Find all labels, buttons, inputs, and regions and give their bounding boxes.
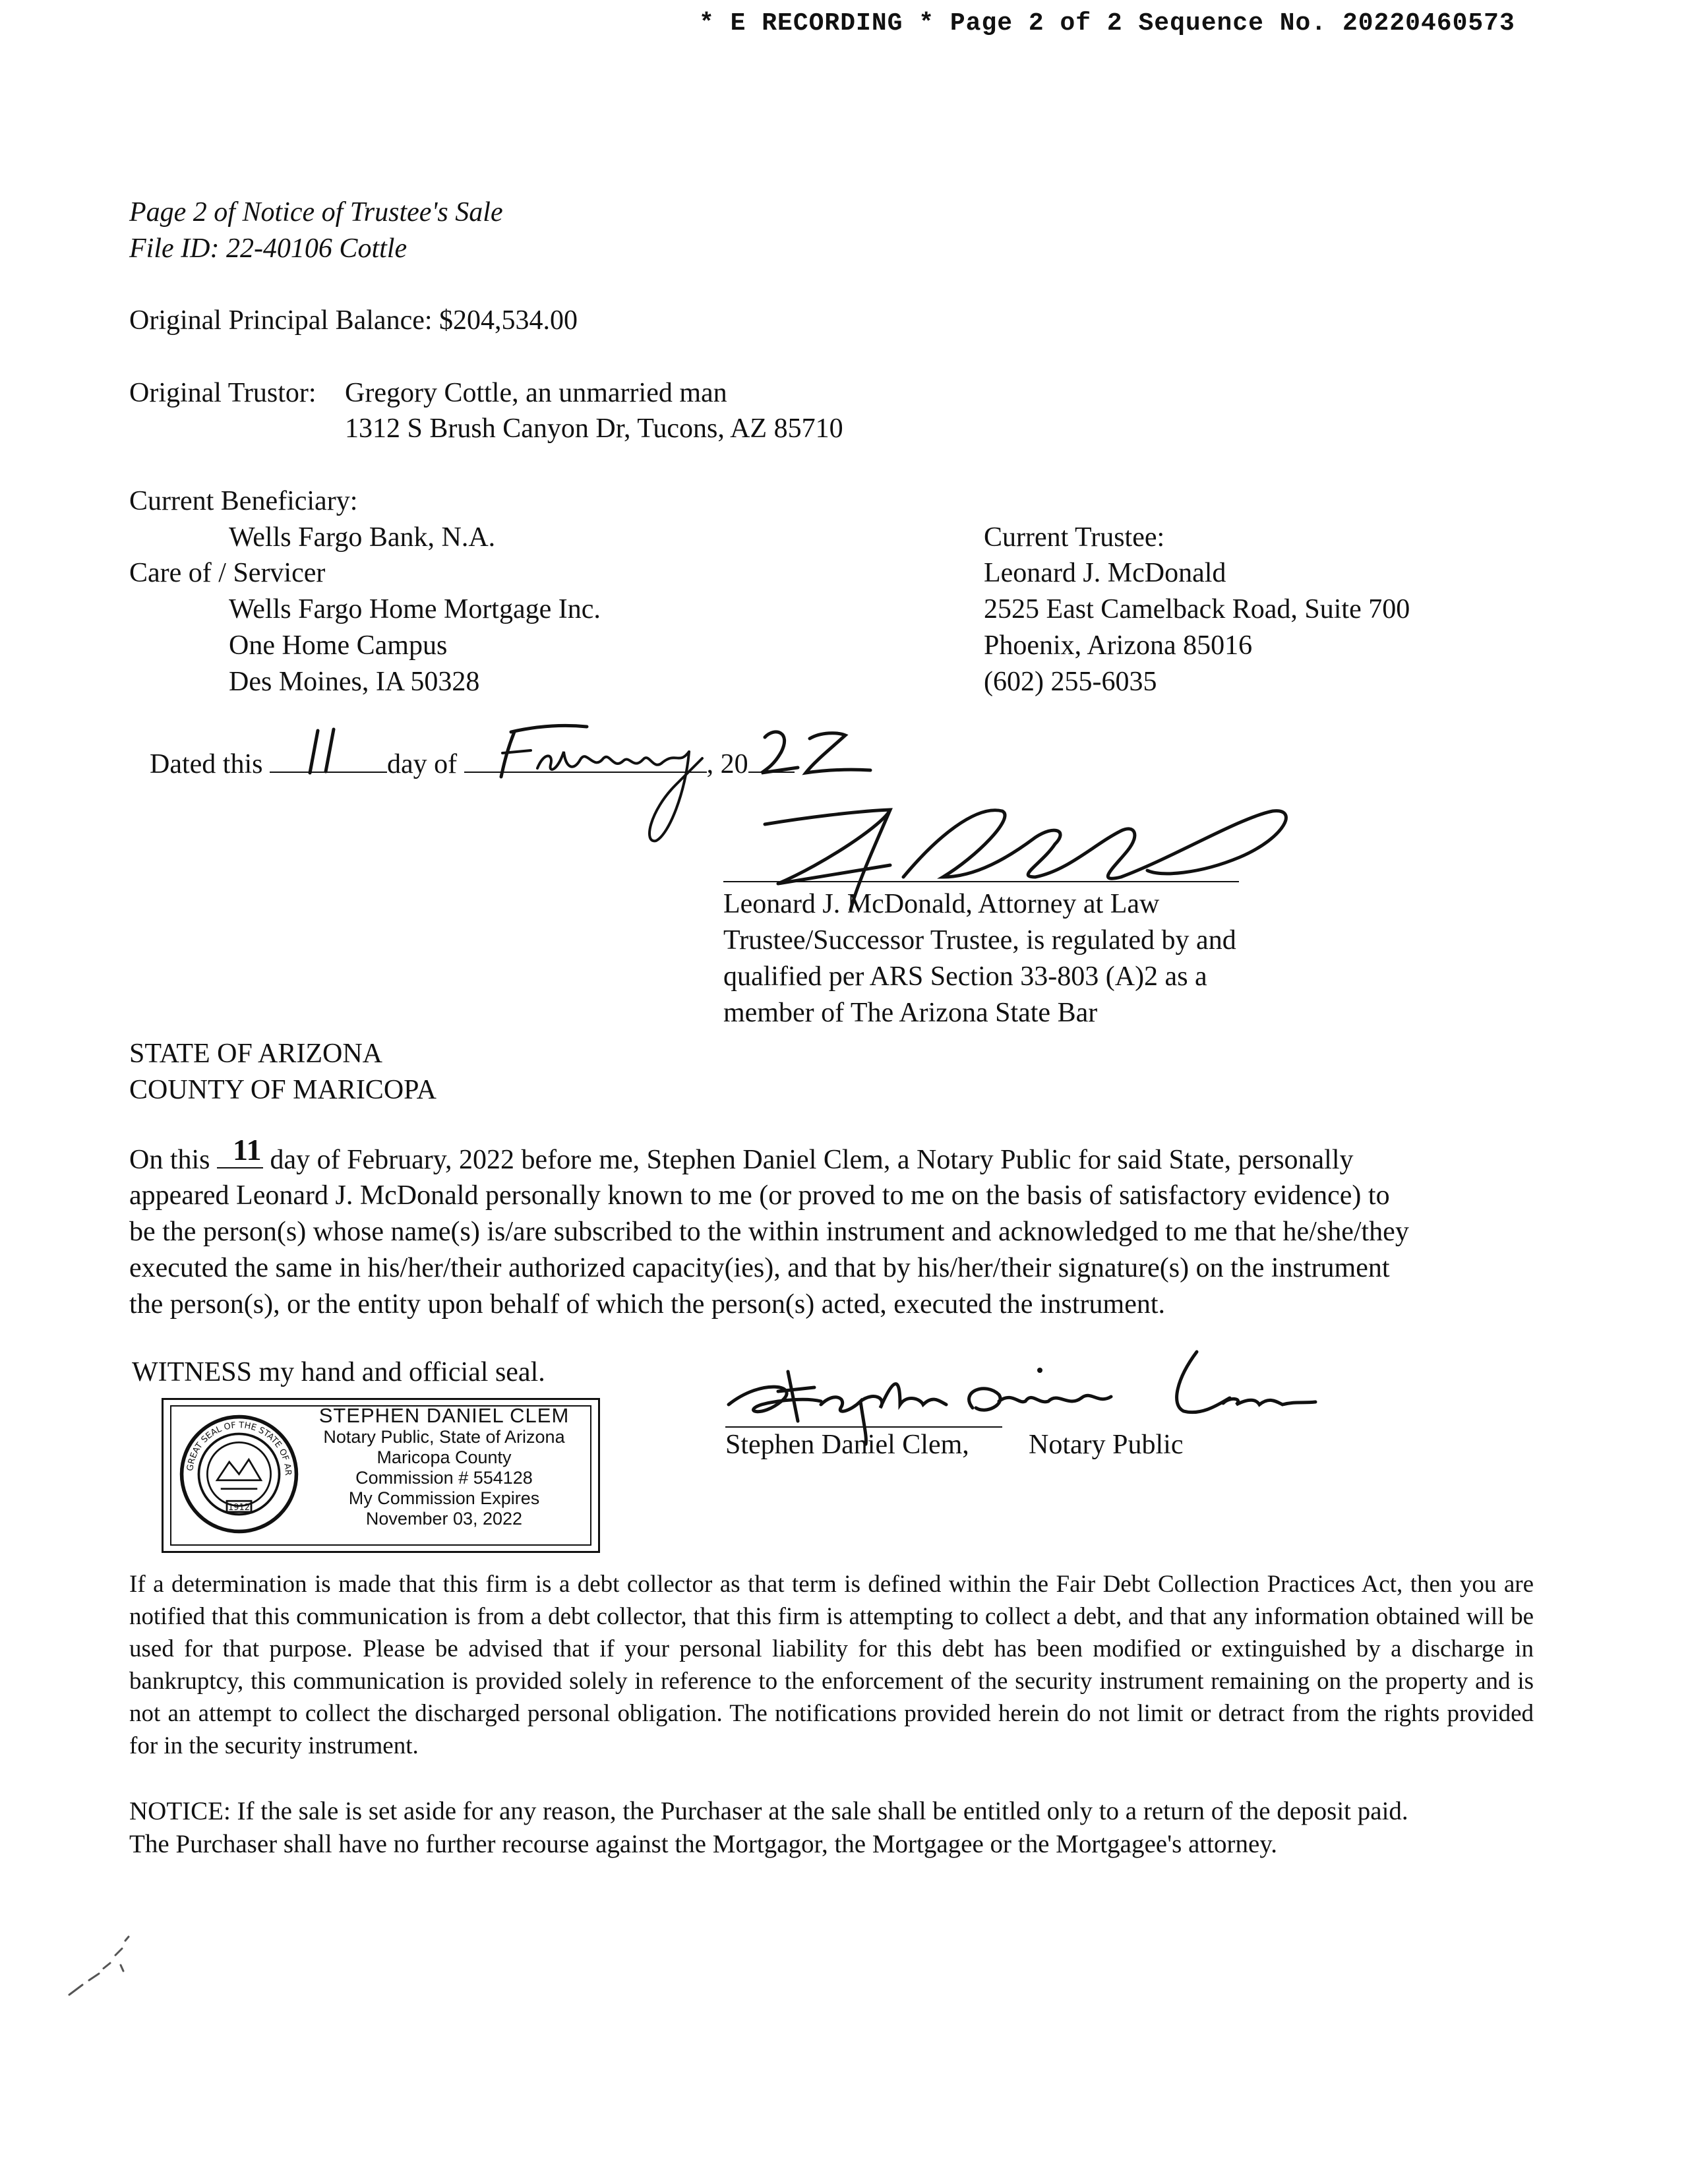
ack-line-2: appeared Leonard J. McDonald personally known to me (or proved to me on the basis of satisfactory evidence) to (129, 1180, 1390, 1211)
trustee-sig-line2: Trustee/Successor Trustee, is regulated by and (723, 925, 1236, 956)
principal-balance: Original Principal Balance: $204,534.00 (129, 305, 578, 336)
ack-line-5: the person(s), or the entity upon behalf of which the person(s) acted, executed the instrument. (129, 1289, 1166, 1320)
stamp-notary-name: STEPHEN DANIEL CLEM (318, 1404, 570, 1427)
notary-title: Notary Public (1029, 1430, 1184, 1460)
ack-body-1: day of February, 2022 before me, Stephen Daniel Clem, a Notary Public for said State, personally (270, 1145, 1354, 1175)
trustee-address-1: 2525 East Camelback Road, Suite 700 (984, 594, 1410, 624)
file-id: File ID: 22-40106 Cottle (129, 233, 407, 264)
dated-year-prefix: , 20 (706, 749, 748, 779)
ack-on-this: On this (129, 1145, 210, 1175)
venue-county: COUNTY OF MARICOPA (129, 1075, 437, 1105)
scan-marks (63, 1929, 142, 2001)
servicer-address-2: Des Moines, IA 50328 (229, 667, 480, 697)
trustor-name: Gregory Cottle, an unmarried man (345, 378, 727, 408)
ack-line-1 (129, 1133, 1354, 1178)
handwritten-year (762, 732, 870, 773)
notice-line-2: The Purchaser shall have no further recourse against the Mortgagor, the Mortgagee or the Mortgagee's attorney. (129, 1830, 1278, 1858)
beneficiary-name: Wells Fargo Bank, N.A. (229, 522, 496, 553)
page-reference: Page 2 of Notice of Trustee's Sale (129, 197, 503, 228)
stamp-line-1: Notary Public, State of Arizona (323, 1427, 565, 1447)
notary-stamp (162, 1398, 600, 1553)
venue-state: STATE OF ARIZONA (129, 1039, 382, 1069)
servicer-name: Wells Fargo Home Mortgage Inc. (229, 594, 601, 624)
trustor-address: 1312 S Brush Canyon Dr, Tucons, AZ 85710 (345, 413, 843, 444)
trustee-sig-line3: qualified per ARS Section 33-803 (A)2 as a (723, 961, 1207, 992)
stamp-text (295, 1404, 593, 1529)
trustee-sig-line1: Leonard J. McDonald, Attorney at Law (723, 889, 1160, 919)
arizona-state-seal (174, 1406, 300, 1535)
servicer-label: Care of / Servicer (129, 558, 326, 588)
stamp-line-4: My Commission Expires (348, 1488, 540, 1508)
ack-day-blank (217, 1133, 263, 1168)
handwritten-day (310, 729, 334, 773)
stamp-line-2: Maricopa County (377, 1447, 512, 1467)
ack-line-4: executed the same in his/her/their authorized capacity(ies), and that by his/her/their signature(s) on the instrument (129, 1253, 1390, 1283)
servicer-address-1: One Home Campus (229, 630, 448, 661)
notice-line-1: NOTICE: If the sale is set aside for any reason, the Purchaser at the sale shall be entitled only to a return of the deposit paid. (129, 1797, 1408, 1825)
stamp-line-3: Commission # 554128 (355, 1468, 533, 1488)
stamp-line-5: November 03, 2022 (365, 1509, 523, 1529)
trustee-name: Leonard J. McDonald (984, 558, 1226, 588)
trustee-label: Current Trustee: (984, 522, 1165, 553)
witness-text: WITNESS my hand and official seal. (132, 1357, 545, 1387)
ack-day-handwritten: 11 (233, 1133, 262, 1167)
dated-day-of: day of (386, 749, 458, 779)
ack-line-3: be the person(s) whose name(s) is/are subscribed to the within instrument and acknowledged to me that he/she/they (129, 1217, 1409, 1247)
handwritten-month (501, 725, 702, 841)
seal-year: 1912 (228, 1503, 250, 1513)
trustee-sig-line4: member of The Arizona State Bar (723, 998, 1098, 1028)
trustor-label: Original Trustor: (129, 378, 316, 408)
trustee-phone: (602) 255-6035 (984, 667, 1157, 697)
debt-collector-disclaimer: If a determination is made that this firm is a debt collector as that term is defined within the Fair Debt Collection Practices Act, then you are notified that this communication is from a debt collector, that this firm is attempting to collect a debt, and that any information obtained will be used for that purpose. Please be advised that if your personal liability for this debt has been modified or extinguished by a discharge in bankruptcy, this communication is provided solely in reference to the enforcement of the security instrument remaining on the property and is not an attempt to collect the discharged personal obligation. The notifications provided herein do not limit or detract from the rights provided for in the security instrument. (129, 1571, 1534, 1759)
notary-signature (722, 1339, 1329, 1438)
notary-name: Stephen Daniel Clem, (725, 1430, 969, 1460)
seal-ring-text: GREAT SEAL OF THE STATE OF ARIZONA (174, 1406, 293, 1476)
trustee-address-2: Phoenix, Arizona 85016 (984, 630, 1253, 661)
recording-header: * E RECORDING * Page 2 of 2 Sequence No. 20220460573 (699, 9, 1515, 38)
dated-prefix: Dated this (150, 749, 263, 779)
beneficiary-label: Current Beneficiary: (129, 486, 358, 516)
